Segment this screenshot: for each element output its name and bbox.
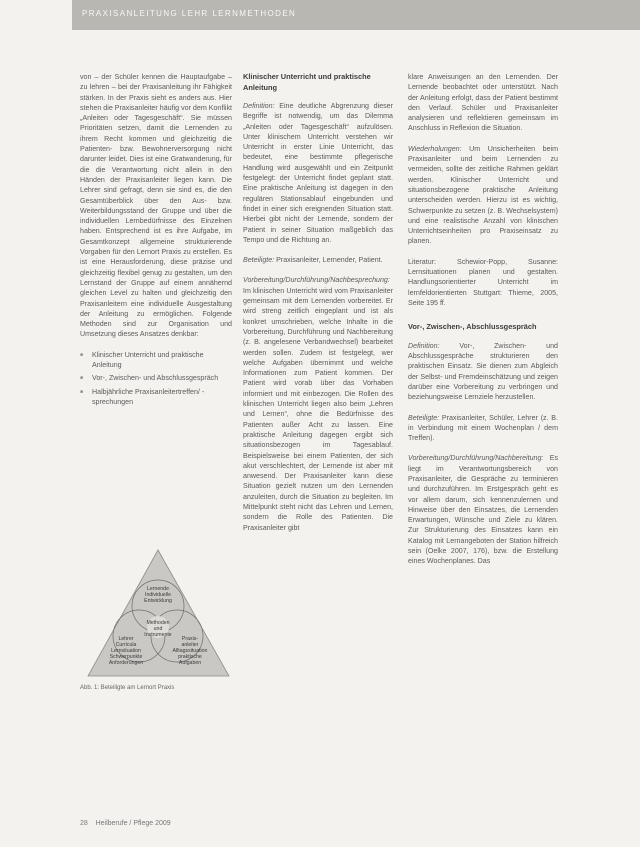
diagram-left-label: Lehrer — [118, 636, 134, 642]
paragraph-text: Vor-, Zwischen- und Abschlussgespräche strukturieren den praktischen Einsatz. Sie dienen zum Abgleich der Selbst- und Fremdeinschätzung und zeigen darüber eine Vorbereitung zu verbringen und beziehungsweise Lernziele herzustellen. — [408, 341, 558, 402]
col2-paragraph-2 — [243, 255, 393, 265]
col1-paragraph-1: von – der Schüler kennen die Hauptaufgabe – zu lehren – bei der Praxisanleitung ihr Fähigkeit stärken. In der Praxis sieht es anders aus. Hier stehen die Praxisanleiter häufig vor dem Konflikt „Anleiten oder Tagesgeschäft“. Sie müssen Prioritäten setzen, damit die Lernenden zu ihrem Recht kommen und gleichzeitig die Patienten- bzw. Bewohnerversorgung nicht darunter leidet. Dies ist eine Gratwanderung, für die die Verantwortung nicht allein in den Händen der Praxisanleiter liegen kann. Die Lehrer sind gefragt, denn sie sind es, die den Gesamtüberblick über den Aus- bzw. Weiterbildungsstand der Gruppe und über die individuellen Lernbedürfnisse des Einzelnen haben. Entsprechend ist es ihre Aufgabe, im Gesamtkonzept allgemeine strukturierende Vorgaben für den Lernort Praxis zu erstellen. Es ist eine Herausforderung, diese präzise und gleichzeitig flexibel genug zu gestalten, um den Lernstand der Gruppe auf einem annähernd gleichen Level zu halten und gleichzeitig den Praxisanleitern eine individuelle Ausgestaltung der Anleitung zu ermöglichen. Folgende Methoden sind zur Organisation und Umsetzung dieses Ansatzes denkbar: — [80, 73, 232, 339]
list-item: ■ Klinischer Unterricht und praktische Anleitung — [80, 350, 232, 371]
term-label: Wiederholungen: — [408, 144, 462, 153]
paragraph-text: Es liegt im Verantwortungsbereich von Praxisanleiter, die Gespräche zu terminieren und durchzuführen. Im Erstgespräch geht es vor allem darum, sich kennenzulernen und Hinweise über den Einsatzes, die Lernenden Erwartungen, Wünsche und Ziele zu klären. Zur Strukturierung des Einsatzes kann ein Katalog mit Lernangeboten der Station hilfreich sein (Oelke 2007, 176), bzw. die Erstellung eines Wochenplanes. Das — [408, 454, 558, 566]
paragraph-text: Im klinischen Unterricht wird vom Praxisanleiter gemeinsam mit dem Lernenden vorbereitet. Er wird streng zeitlich eingeplant und ist als konkret umschrieben, welche Inhalte in die Vorbereitung, Durchführung und Nachbereitung (z. B. angelesene Verbandwechsel) bearbeitet werden sollen. Zudem ist festgelegt, wer welche Aufgaben übernimmt und welche Informationen zum Patient kommen. Der Patient wird vorab über das Vorhaben informiert und mit einbezogen. Die Rollen des klinischen Unterricht liegen also beim „Lehren und Lernen“, ohne die Bedürfnisse des Patienten außer Acht zu lassen. Eine praktische Anleitung dagegen ergibt sich situationsbezogen im Tagesablauf. Beispielsweise bei einem Patienten, der sich akut verschlechtert, der Lernende ist aber mit anwesend. Der Praxisanleiter kann diese Situation gezielt nutzen um den Lernenden anzuleiten, durch die Situation zu begleiten. Im Mittelpunkt steht nicht das Lehren und Lernen, sondern die Rolle des Patienten. Die Praxisanleiter gibt — [243, 286, 393, 532]
col3-paragraph-6 — [408, 453, 558, 566]
literature-reference: Literatur: Schewior-Popp, Susanne: Lernsituationen planen und gestalten. Handlungsorientierter Unterricht im lernfeldorientierten Stuttgart: Thieme, 2005, Seite 195 ff. — [408, 257, 558, 307]
journal-name: Heilberufe / Pflege 2009 — [95, 820, 171, 827]
term-label: Beteiligte: — [243, 256, 275, 265]
diagram-left-label: Anforderungen — [108, 660, 144, 666]
diagram-right-label: anleiter — [181, 642, 199, 648]
diagram-top-label: Entwicklung — [144, 598, 172, 604]
term-label: Definition: — [408, 341, 440, 350]
column-2 — [243, 72, 393, 543]
diagram-left-label: Curricula — [115, 642, 137, 648]
list-item: ■ Halbjährliche Praxisanleitertreffen/ -sprechungen — [80, 387, 232, 408]
list-item: ■ Vor-, Zwischen- und Abschlussgespräch — [80, 373, 232, 383]
method-list — [80, 350, 232, 407]
diagram-left-label: Lernsituation — [111, 648, 141, 654]
diagram-left-label: Schwerpunkte — [109, 654, 143, 660]
diagram-right-label: praktische — [178, 654, 202, 660]
diagram-center-label: und — [153, 626, 163, 632]
column-3 — [408, 72, 558, 577]
page-number: 28 — [80, 820, 88, 827]
diagram-top-label: Lernende — [147, 586, 169, 592]
paragraph-text: Praxisanleiter, Lernender, Patient. — [274, 256, 383, 265]
col2-paragraph-1 — [243, 101, 393, 245]
section-heading: Klinischer Unterricht und praktische Anleitung — [243, 72, 371, 92]
diagram-center-label: Methoden — [146, 620, 170, 626]
term-label: Beteiligte: — [408, 413, 440, 422]
col3-paragraph-4 — [408, 341, 558, 403]
col3-paragraph-1: klare Anweisungen an den Lernenden. Der Lernende beobachtet oder unterstützt. Nach der Anleitung erfolgt, dass der Patient bestimmt den Verlauf. Schüler und Praxisanleiter analysieren und reflektieren gemeinsam im Anschluss in Reflexion die Situation. — [408, 73, 558, 133]
paragraph-text: Praxisanleiter, Schüler, Lehrer (z. B. in Verbindung mit einem Wochenplan / dem Treffen). — [408, 413, 558, 443]
paragraph-text: Eine deutliche Abgrenzung dieser Begriffe ist notwendig, um das Dilemma „Anleiten oder Tagesgeschäft“ aufzulösen. Unter klinischem Unterricht verstehen wir Unterricht in erster Linie Unterricht, das bedeutet, eine bestimmte pflegerische Handlung wird ausgewählt und ein Zeitpunkt festgelegt: der Unterricht findet geplant statt. Eine praktische Anleitung ist dagegen in den regulären Stationsablauf eingebunden und findet in einer sich ereignenden Situation statt. Hierbei gibt nicht der Lernende, sondern der Patient in seiner Situation maßgeblich das Tempo und die Richtung an. — [243, 102, 393, 244]
column-1 — [80, 72, 232, 417]
page-footer — [80, 820, 171, 827]
term-label: Definition: — [243, 102, 275, 110]
diagram-center-label: Instrumente — [144, 632, 172, 638]
term-label: Vorbereitung/Durchführung/Nachbesprechung: — [243, 276, 390, 285]
stakeholder-triangle-diagram — [86, 548, 231, 678]
diagram-top-label: Individuelle — [145, 592, 171, 598]
diagram-right-label: Aufgaben — [178, 660, 202, 666]
paragraph-text: Um Unsicherheiten beim Praxisanleiter und beim Lernenden zu vermeiden, sollte der zeitliche Rahmen geklärt werden. Klinischer Unterricht und situationsbezogene praktische Anleitung unterscheiden werden. Hierzu ist es wichtig, Schwerpunkte zu setzen (z. B. Wechselsystem) und eine realistische Anzahl von klinischen Unterrichtseinheiten pro Praxiseinsatz zu planen. — [408, 144, 558, 246]
col2-paragraph-3 — [243, 275, 393, 532]
col3-paragraph-5 — [408, 413, 558, 444]
running-header — [72, 0, 640, 30]
term-label: Vorbereitung/Durchführung/Nachbereitung: — [408, 454, 544, 463]
running-title: PRAXISANLEITUNG LEHR LERNMETHODEN — [82, 9, 297, 18]
diagram-right-label: Alltagssituation — [172, 648, 208, 654]
section-heading: Vor-, Zwischen-, Abschlussgespräch — [408, 322, 537, 332]
col3-paragraph-2 — [408, 144, 558, 247]
diagram-right-label: Praxis- — [181, 636, 199, 642]
figure-caption: Abb. 1: Beteiligte am Lernort Praxis — [80, 685, 175, 691]
